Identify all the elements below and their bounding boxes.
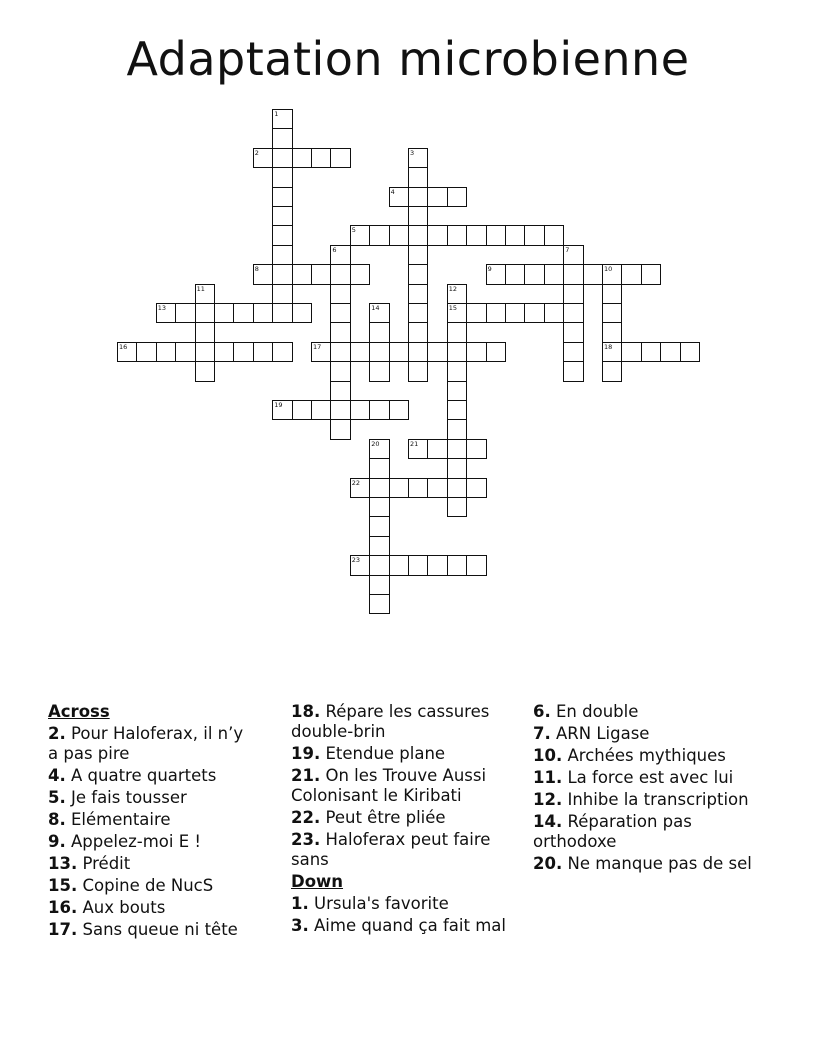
across-clue: [291, 830, 513, 870]
clue-number-label: 20.: [533, 854, 563, 873]
grid-cell[interactable]: [117, 342, 137, 362]
clues-column-1: [48, 702, 248, 942]
grid-cell[interactable]: [563, 245, 583, 265]
grid-cell[interactable]: [447, 497, 467, 517]
grid-cell[interactable]: [447, 303, 467, 323]
grid-cell[interactable]: [272, 342, 292, 362]
clue-text: Je fais tousser: [65, 788, 187, 807]
grid-cell[interactable]: [253, 342, 273, 362]
grid-cell[interactable]: [602, 322, 622, 342]
grid-cell[interactable]: [389, 478, 409, 498]
down-clue: [533, 768, 758, 788]
grid-cell[interactable]: [524, 225, 544, 245]
clue-number-label: 2.: [48, 724, 66, 743]
clue-number-label: 18.: [291, 702, 321, 721]
grid-cell[interactable]: [505, 303, 525, 323]
grid-cell[interactable]: [330, 303, 350, 323]
grid-cell[interactable]: [524, 303, 544, 323]
clue-text: En double: [550, 702, 639, 721]
grid-cell[interactable]: [330, 245, 350, 265]
grid-cell[interactable]: [660, 342, 680, 362]
grid-cell[interactable]: [330, 284, 350, 304]
clue-text: Inhibe la transcription: [562, 790, 749, 809]
grid-cell[interactable]: [486, 342, 506, 362]
grid-cell[interactable]: [447, 361, 467, 381]
clue-text: Pour Haloferax, il n’y a pas pire: [48, 724, 244, 763]
grid-cell[interactable]: [369, 458, 389, 478]
grid-cell[interactable]: [272, 303, 292, 323]
grid-cell[interactable]: [447, 187, 467, 207]
grid-cell[interactable]: [486, 303, 506, 323]
clue-text: Réparation pas orthodoxe: [533, 812, 692, 851]
grid-cell[interactable]: [408, 322, 428, 342]
grid-cell[interactable]: [389, 400, 409, 420]
clue-text: Aime quand ça fait mal: [308, 916, 506, 935]
grid-cell[interactable]: [253, 148, 273, 168]
clue-number: 7: [565, 245, 570, 254]
clue-number-label: 17.: [48, 920, 78, 939]
grid-cell[interactable]: [253, 303, 273, 323]
clue-number: 19: [274, 401, 283, 409]
grid-cell[interactable]: [330, 342, 350, 362]
grid-cell[interactable]: [602, 264, 622, 284]
grid-cell[interactable]: [292, 264, 312, 284]
clue-number: 17: [313, 342, 322, 351]
grid-cell[interactable]: [544, 225, 564, 245]
grid-cell[interactable]: [466, 303, 486, 323]
clue-number: 18: [604, 342, 613, 351]
clue-number: 5: [351, 226, 356, 235]
grid-cell[interactable]: [466, 555, 486, 575]
grid-cell[interactable]: [292, 303, 312, 323]
grid-cell[interactable]: [408, 555, 428, 575]
clue-text: Prédit: [77, 854, 131, 873]
grid-cell[interactable]: [350, 264, 370, 284]
grid-cell[interactable]: [272, 284, 292, 304]
clue-text: Ursula's favorite: [308, 894, 449, 913]
grid-cell[interactable]: [195, 284, 215, 304]
grid-cell[interactable]: [136, 342, 156, 362]
across-clue: [48, 854, 248, 874]
clue-number: 2: [254, 148, 259, 157]
grid-cell[interactable]: [311, 148, 331, 168]
across-clue: [291, 766, 513, 806]
across-clue: [48, 832, 248, 852]
clue-text: Appelez-moi E !: [65, 832, 202, 851]
grid-cell[interactable]: [330, 361, 350, 381]
grid-cell[interactable]: [389, 342, 409, 362]
grid-cell[interactable]: [156, 342, 176, 362]
clue-text: Archées mythiques: [562, 746, 726, 765]
across-clue: [291, 702, 513, 742]
grid-cell[interactable]: [621, 342, 641, 362]
grid-cell[interactable]: [272, 148, 292, 168]
grid-cell[interactable]: [602, 361, 622, 381]
down-clue: [533, 724, 758, 744]
grid-cell[interactable]: [272, 187, 292, 207]
grid-cell[interactable]: [680, 342, 700, 362]
grid-cell[interactable]: [602, 303, 622, 323]
grid-cell[interactable]: [641, 342, 661, 362]
grid-cell[interactable]: [214, 342, 234, 362]
grid-cell[interactable]: [447, 478, 467, 498]
clue-text: Sans queue ni tête: [77, 920, 238, 939]
clue-number: 1: [274, 110, 279, 118]
grid-cell[interactable]: [369, 361, 389, 381]
clue-number: 11: [196, 284, 205, 293]
clue-text: ARN Ligase: [550, 724, 650, 743]
clue-number: 14: [371, 304, 380, 312]
grid-cell[interactable]: [583, 264, 603, 284]
across-clue: [48, 920, 248, 940]
grid-cell[interactable]: [350, 555, 370, 575]
grid-cell[interactable]: [408, 225, 428, 245]
clue-number-label: 16.: [48, 898, 78, 917]
down-clue: [533, 854, 758, 874]
clue-number: 23: [351, 556, 361, 565]
grid-cell[interactable]: [292, 148, 312, 168]
clue-number-label: 4.: [48, 766, 66, 785]
grid-cell[interactable]: [447, 458, 467, 478]
clue-number-label: 7.: [533, 724, 551, 743]
grid-cell[interactable]: [408, 478, 428, 498]
grid-cell[interactable]: [544, 303, 564, 323]
grid-cell[interactable]: [408, 264, 428, 284]
grid-cell[interactable]: [369, 555, 389, 575]
grid-cell[interactable]: [505, 264, 525, 284]
grid-cell[interactable]: [563, 342, 583, 362]
grid-cell[interactable]: [369, 478, 389, 498]
grid-cell[interactable]: [389, 225, 409, 245]
grid-cell[interactable]: [350, 478, 370, 498]
clue-text: Aux bouts: [77, 898, 166, 917]
clue-number: 15: [448, 304, 458, 312]
grid-cell[interactable]: [330, 148, 350, 168]
grid-cell[interactable]: [447, 381, 467, 401]
grid-cell[interactable]: [408, 187, 428, 207]
grid-cell[interactable]: [486, 225, 506, 245]
clues-column-2: [291, 702, 513, 938]
grid-cell[interactable]: [447, 419, 467, 439]
grid-cell[interactable]: [408, 284, 428, 304]
clue-number-label: 9.: [48, 832, 66, 851]
clue-number-label: 14.: [533, 812, 563, 831]
across-clue: [291, 808, 513, 828]
grid-cell[interactable]: [369, 303, 389, 323]
clue-text: Copine de NucS: [77, 876, 214, 895]
grid-cell[interactable]: [466, 478, 486, 498]
grid-cell[interactable]: [272, 206, 292, 226]
grid-cell[interactable]: [408, 167, 428, 187]
grid-cell[interactable]: [563, 361, 583, 381]
down-clue: [291, 916, 513, 936]
grid-cell[interactable]: [505, 225, 525, 245]
grid-cell[interactable]: [641, 264, 661, 284]
grid-cell[interactable]: [389, 555, 409, 575]
clue-text: Répare les cassures double-brin: [291, 702, 490, 741]
grid-cell[interactable]: [311, 342, 331, 362]
grid-cell[interactable]: [330, 419, 350, 439]
clue-number-label: 5.: [48, 788, 66, 807]
grid-cell[interactable]: [214, 303, 234, 323]
grid-cell[interactable]: [427, 478, 447, 498]
grid-cell[interactable]: [369, 400, 389, 420]
grid-cell[interactable]: [447, 439, 467, 459]
clue-number-label: 6.: [533, 702, 551, 721]
grid-cell[interactable]: [427, 225, 447, 245]
grid-cell[interactable]: [369, 342, 389, 362]
grid-cell[interactable]: [272, 167, 292, 187]
grid-cell[interactable]: [330, 322, 350, 342]
clue-number-label: 3.: [291, 916, 309, 935]
grid-cell[interactable]: [427, 342, 447, 362]
clue-number: 22: [351, 478, 361, 487]
grid-cell[interactable]: [369, 322, 389, 342]
grid-cell[interactable]: [369, 516, 389, 536]
clue-number-label: 22.: [291, 808, 321, 827]
grid-cell[interactable]: [563, 284, 583, 304]
grid-cell[interactable]: [408, 303, 428, 323]
clue-number-label: 1.: [291, 894, 309, 913]
grid-cell[interactable]: [369, 536, 389, 556]
grid-cell[interactable]: [408, 148, 428, 168]
grid-cell[interactable]: [330, 400, 350, 420]
clue-number: 21: [410, 439, 419, 448]
grid-cell[interactable]: [350, 225, 370, 245]
grid-cell[interactable]: [369, 575, 389, 595]
grid-cell[interactable]: [330, 264, 350, 284]
grid-cell[interactable]: [486, 264, 506, 284]
across-clue: [48, 876, 248, 896]
grid-cell[interactable]: [427, 555, 447, 575]
grid-cell[interactable]: [233, 303, 253, 323]
clue-number: 6: [332, 245, 337, 254]
down-clue: [533, 812, 758, 852]
across-clue: [48, 898, 248, 918]
grid-cell[interactable]: [447, 555, 467, 575]
grid-cell[interactable]: [292, 400, 312, 420]
grid-cell[interactable]: [447, 400, 467, 420]
grid-cell[interactable]: [466, 342, 486, 362]
clues-column-3: [533, 702, 758, 876]
across-clue: [291, 744, 513, 764]
clue-text: Ne manque pas de sel: [562, 854, 752, 873]
grid-cell[interactable]: [369, 497, 389, 517]
clue-number: 10: [604, 265, 613, 274]
clue-number-label: 12.: [533, 790, 563, 809]
clue-number: 20: [371, 439, 380, 448]
clue-number-label: 8.: [48, 810, 66, 829]
across-heading: Across: [48, 702, 110, 721]
grid-cell[interactable]: [350, 342, 370, 362]
grid-cell[interactable]: [602, 342, 622, 362]
clue-text: A quatre quartets: [65, 766, 217, 785]
clue-text: Elémentaire: [65, 810, 171, 829]
clue-number: 8: [254, 265, 259, 274]
across-clue: [48, 766, 248, 786]
clue-number-label: 23.: [291, 830, 321, 849]
clue-text: On les Trouve Aussi Colonisant le Kiribati: [291, 766, 487, 805]
grid-cell[interactable]: [408, 342, 428, 362]
clue-number-label: 13.: [48, 854, 78, 873]
clue-number: 16: [119, 342, 128, 351]
clue-number-label: 19.: [291, 744, 321, 763]
grid-cell[interactable]: [311, 400, 331, 420]
down-heading: Down: [291, 872, 344, 891]
clue-number: 3: [410, 148, 415, 157]
grid-cell[interactable]: [272, 109, 292, 129]
grid-cell[interactable]: [195, 322, 215, 342]
grid-cell[interactable]: [447, 284, 467, 304]
down-clue: [533, 746, 758, 766]
grid-cell[interactable]: [563, 264, 583, 284]
grid-cell[interactable]: [195, 342, 215, 362]
clue-number: 13: [157, 304, 167, 312]
grid-cell[interactable]: [524, 264, 544, 284]
grid-cell[interactable]: [272, 400, 292, 420]
grid-cell[interactable]: [311, 264, 331, 284]
grid-cell[interactable]: [447, 225, 467, 245]
clue-number-label: 21.: [291, 766, 321, 785]
grid-cell[interactable]: [253, 264, 273, 284]
grid-cell[interactable]: [621, 264, 641, 284]
grid-cell[interactable]: [408, 361, 428, 381]
grid-cell[interactable]: [466, 225, 486, 245]
grid-cell[interactable]: [272, 128, 292, 148]
grid-cell[interactable]: [447, 342, 467, 362]
grid-cell[interactable]: [563, 322, 583, 342]
grid-cell[interactable]: [195, 303, 215, 323]
grid-cell[interactable]: [195, 361, 215, 381]
grid-cell[interactable]: [408, 439, 428, 459]
grid-cell[interactable]: [330, 381, 350, 401]
grid-cell[interactable]: [447, 322, 467, 342]
clue-text: Peut être pliée: [320, 808, 446, 827]
clue-number: 12: [448, 284, 458, 293]
grid-cell[interactable]: [175, 342, 195, 362]
grid-cell[interactable]: [544, 264, 564, 284]
grid-cell[interactable]: [369, 594, 389, 614]
clue-number-label: 11.: [533, 768, 563, 787]
page-title: Adaptation microbienne: [126, 32, 690, 86]
grid-cell[interactable]: [408, 245, 428, 265]
grid-cell[interactable]: [272, 264, 292, 284]
clue-text: Haloferax peut faire sans: [291, 830, 491, 869]
grid-cell[interactable]: [427, 439, 447, 459]
down-clue: [291, 894, 513, 914]
across-clue: [48, 810, 248, 830]
clue-number: 4: [390, 187, 395, 196]
grid-cell[interactable]: [156, 303, 176, 323]
clue-number: 9: [487, 265, 492, 274]
grid-cell[interactable]: [175, 303, 195, 323]
grid-cell[interactable]: [389, 187, 409, 207]
clue-text: La force est avec lui: [562, 768, 734, 787]
grid-cell[interactable]: [233, 342, 253, 362]
down-clue: [533, 790, 758, 810]
grid-cell[interactable]: [563, 303, 583, 323]
grid-cell[interactable]: [272, 225, 292, 245]
grid-cell[interactable]: [602, 284, 622, 304]
grid-cell[interactable]: [369, 225, 389, 245]
across-clue: [48, 788, 248, 808]
grid-cell[interactable]: [272, 245, 292, 265]
down-clue: [533, 702, 758, 722]
grid-cell[interactable]: [350, 400, 370, 420]
grid-cell[interactable]: [427, 187, 447, 207]
grid-cell[interactable]: [369, 439, 389, 459]
clue-number-label: 10.: [533, 746, 563, 765]
clue-text: Etendue plane: [320, 744, 446, 763]
clue-number-label: 15.: [48, 876, 78, 895]
across-clue: [48, 724, 248, 764]
grid-cell[interactable]: [408, 206, 428, 226]
grid-cell[interactable]: [466, 439, 486, 459]
